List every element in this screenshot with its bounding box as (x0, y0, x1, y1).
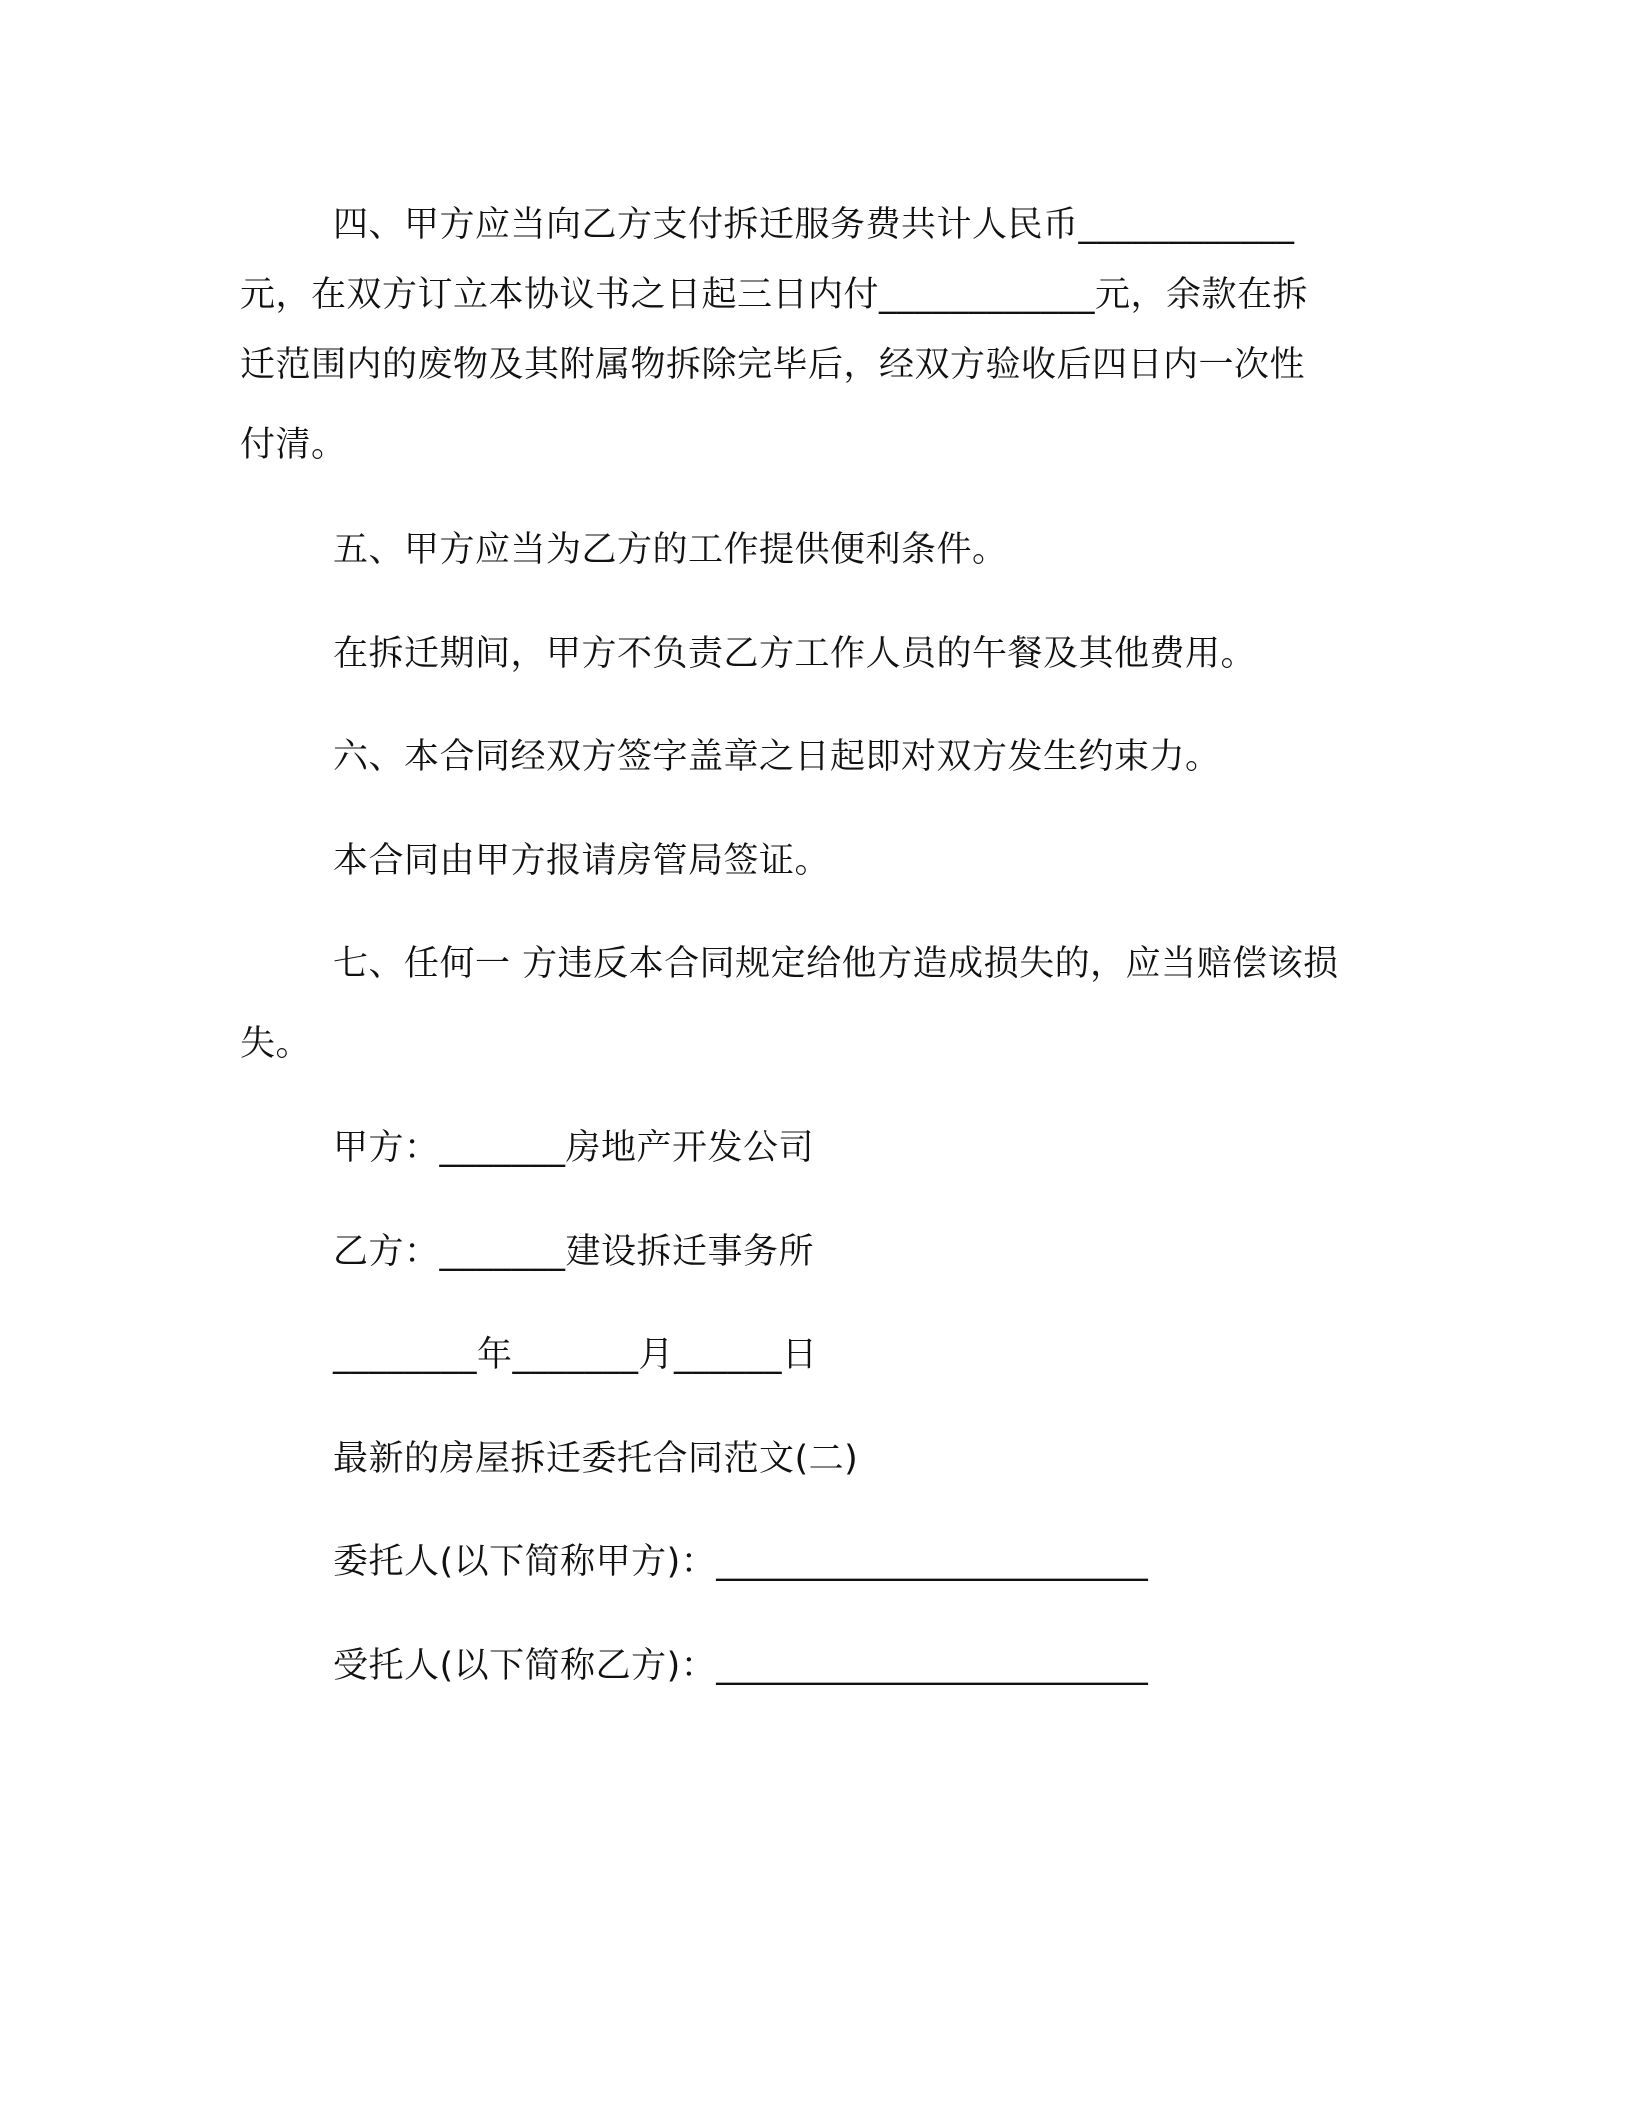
clause-6-line-2: 本合同由甲方报请房管局签证。 (333, 841, 831, 881)
principal-field: 委托人(以下简称甲方)：________________________ (333, 1542, 1149, 1582)
clause-4-line-4: 付清。 (240, 425, 347, 465)
clause-4-line-2: 元，在双方订立本协议书之日起三日内付____________元，余款在拆 (240, 275, 1309, 315)
clause-7-line-1: 七、任何一 方违反本合同规定给他方造成损失的，应当赔偿该损 (333, 944, 1339, 984)
agent-field: 受托人(以下简称乙方)：________________________ (333, 1646, 1149, 1686)
clause-6-line-1: 六、本合同经双方签字盖章之日起即对双方发生约束力。 (333, 737, 1221, 777)
clause-4-line-3: 迁范围内的废物及其附属物拆除完毕后，经双方验收后四日内一次性 (240, 345, 1306, 385)
party-b-signature: 乙方：_______建设拆迁事务所 (333, 1232, 815, 1272)
clause-5-line-1: 五、甲方应当为乙方的工作提供便利条件。 (333, 530, 1008, 570)
party-a-signature: 甲方：_______房地产开发公司 (333, 1128, 815, 1168)
clause-4-line-1: 四、甲方应当向乙方支付拆迁服务费共计人民币____________ (333, 205, 1295, 245)
clause-7-line-2: 失。 (240, 1024, 312, 1064)
clause-5-line-2: 在拆迁期间，甲方不负责乙方工作人员的午餐及其他费用。 (333, 634, 1257, 674)
signing-date: ________年_______月______日 (333, 1335, 818, 1375)
second-contract-title: 最新的房屋拆迁委托合同范文(二) (333, 1439, 859, 1479)
